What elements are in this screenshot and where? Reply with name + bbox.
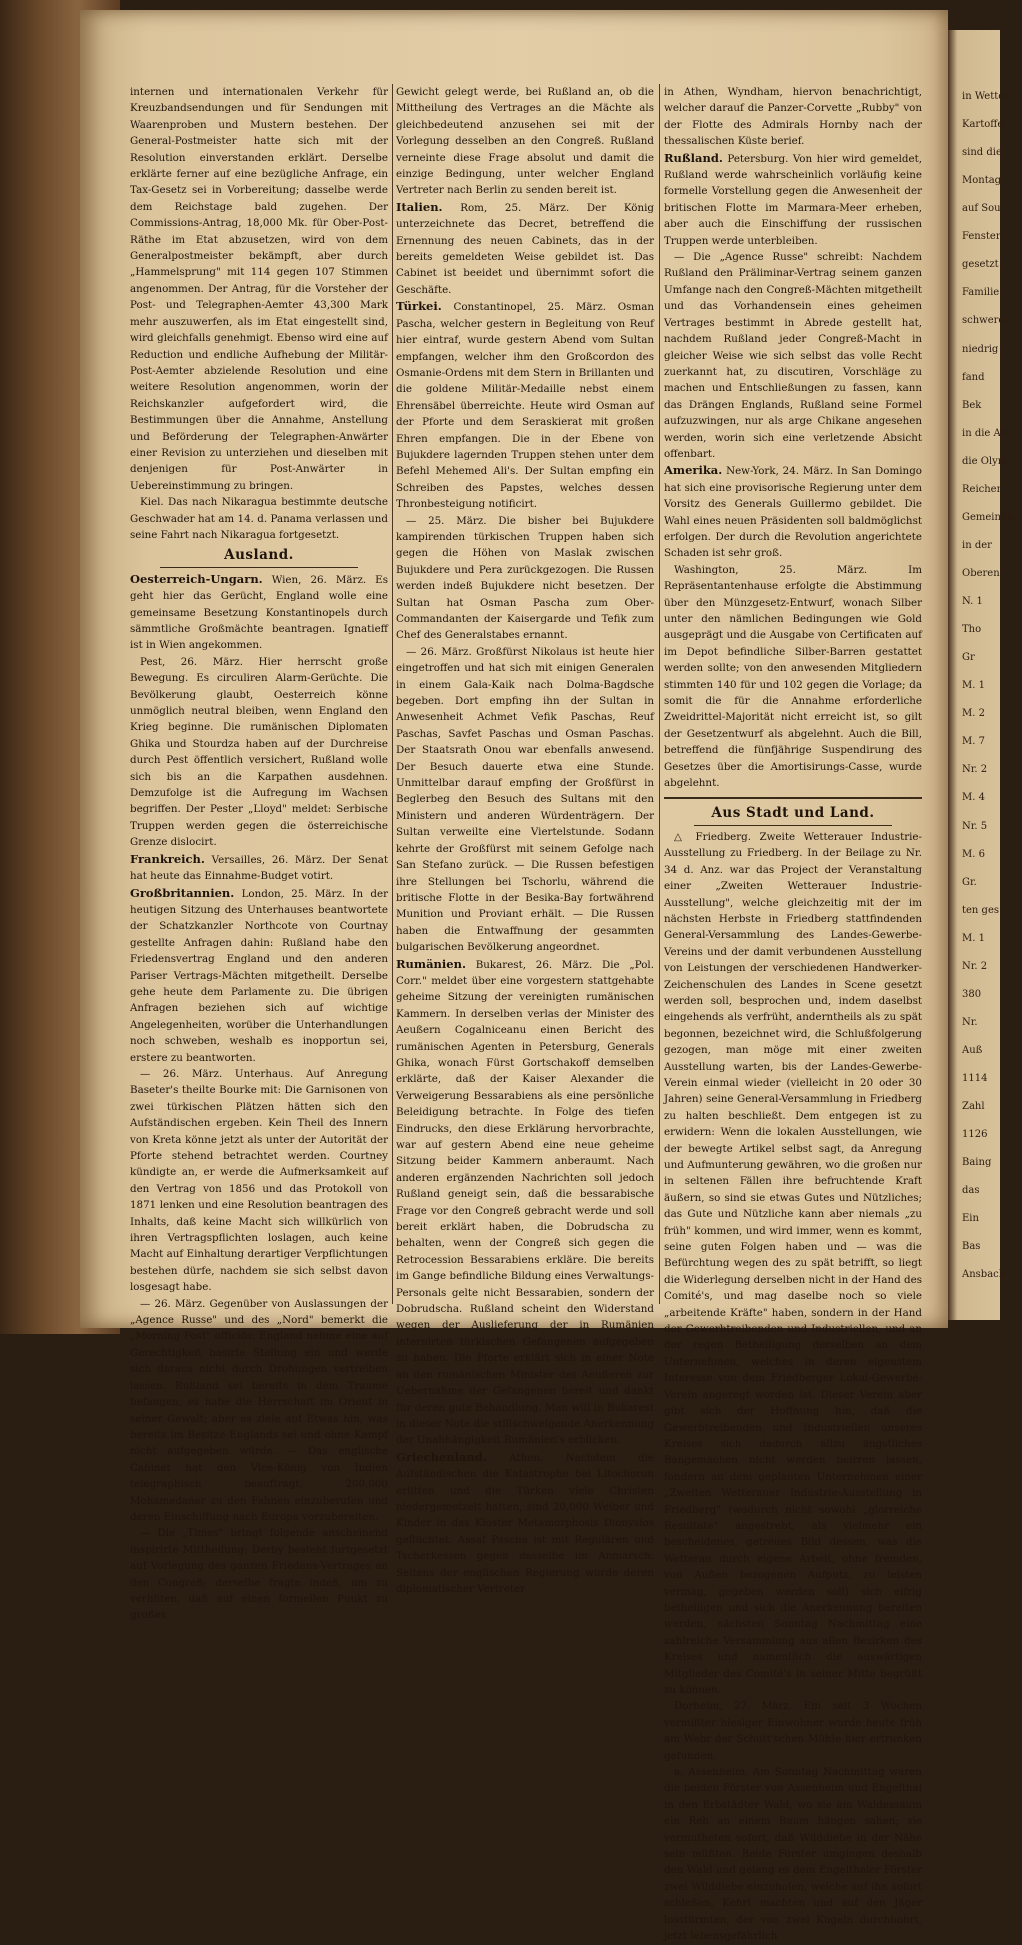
article-text: Rom, 25. März. Der König unterzeichnete das Decret, betreffend die Ernennung des neuen Cabinets, das in der bereits gemeldeten Weise gebildet ist. Das Cabinet ist beeidet und übernimmt sofort die Geschäfte. <box>396 201 654 296</box>
paragraph: internen und internationalen Verkehr für Kreuzbandsendungen und für Sendungen mit Waarenproben und Mustern bestehen. Der General-Postmeister hatte sich mit der Resolution einverstanden erklärt. Derselbe erklärte ferner auf eine bezügliche Anfrage, ein Tax-Gesetz sei in Vorbereitung; dasselbe werde dem Reichstage bald zugehen. Der Commissions-Antrag, 18,000 Mk. für Ober-Post-Räthe im Etat abzusetzen, wird von dem Generalpostmeister bekämpft, aber durch „Hammelsprung" mit 114 gegen 107 Stimmen angenommen. Der Antrag, für die Vorsteher der Post- und Telegraphen-Aemter 43,300 Mark mehr auszuwerfen, als im Etat eingestellt sind, wird gleichfalls genehmigt. Ebenso wird eine auf Reduction und endliche Aufhebung der Militär-Post-Aemter abzielende Resolution und eine weitere Resolution angenommen, worin der Reichskanzler aufgefordert wird, die Bestimmungen über die Annahme, Anstellung und Beförderung der Telegraphen-Anwärter einer Revision zu unterziehen und dieselben mit denjenigen für Post-Anwärter in Uebereinstimmung zu bringen. <box>130 86 388 492</box>
next-page-fragment: Bek <box>962 399 982 411</box>
next-page-fragment: in der <box>962 539 992 551</box>
article-heading: Oesterreich-Ungarn. <box>130 571 263 586</box>
next-page-fragment: Familie <box>962 287 1000 299</box>
next-page-fragment: sind die <box>962 147 1002 159</box>
next-page-fragment: 1114 <box>962 1073 988 1085</box>
next-page-fragment: das <box>962 1185 980 1197</box>
article <box>396 513 654 644</box>
article <box>396 84 654 199</box>
next-page-fragment: in Wetter <box>962 91 1009 102</box>
column-3 <box>664 84 922 1943</box>
article <box>130 1066 388 1296</box>
article <box>130 571 388 654</box>
next-page-fragment: in die Art <box>962 427 1010 439</box>
next-page-fragment: Ein <box>962 1213 979 1225</box>
next-page-fragment: auf Sou <box>962 203 1001 215</box>
article-text: — Die „Agence Russe" schreibt: Nachdem Rußland den Präliminar-Vertrag seinem ganzen Umfange nach den Congreß-Mächten mitgetheilt und das Vorhandensein eines geheimen Vertrages bestimmt in Abrede gestellt hat, nachdem Rußland jeder Congreß-Macht in gleicher Weise wie sich selbst das volle Recht zuerkannt hat, zu discutiren, Vorschläge zu machen und Entschließungen zu fassen, kann das Drängen Englands, Rußland seine Formel aufzuzwingen, nur als arge Chikane angesehen werden, worin sich eine verletzende Absicht offenbart. <box>664 251 922 460</box>
column-divider <box>659 84 660 1304</box>
article-text: Petersburg. Von hier wird gemeldet, Rußland werde wahrscheinlich vorläufig keine formelle Vorstellung gegen die Anwesenheit der britischen Flotte im Marmara-Meer erheben, aber auch die Einschiffung der russischen Truppen werde unterbleiben. <box>664 152 922 247</box>
column-1 <box>130 84 389 1622</box>
column-2 <box>396 84 654 1595</box>
next-page-fragment: 380 <box>962 988 982 1000</box>
next-page-fragment: Gr. <box>962 876 977 888</box>
article-text: Bukarest, 26. März. Die „Pol. Corr." meldet über eine vorgestern stattgehabte geheime Sitzung der vereinigten rumänischen Kammern. In derselben verlas der Minister des Aeußern Cogalniceanu einen Bericht des rumänischen Agenten in Petersburg, Generals Ghika, wonach Fürst Gortschakoff demselben erklärte, daß der Kaiser Alexander die Verweigerung Bessarabiens als eine persönliche Beleidigung betrachte. In Folge des tiefen Eindrucks, den diese Erklärung hervorbrachte, war auf gestern Abend eine neue geheime Sitzung beider Kammern anberaumt. Nach anderen ergänzenden Nachrichten soll jedoch Rußland geneigt sein, daß die bessarabische Frage vor den Congreß gebracht werde und soll bereit erklärt haben, die Dobrudscha zu behalten, wenn der Congreß sich gegen die Retrocession Bessarabiens erkläre. Die bereits im Gange befindliche Bildung eines Verwaltungs-Personals gelte nicht Bessarabien, sondern der Dobrudscha. Rußland scheint den Widerstand wegen der Auslieferung der in Rumänien internirten türkischen Gefangenen aufgegeben zu haben. Die Pforte erklärt sich in einer Note an den rumänischen Minister des Aeußeren zur Uebernahme der Gefangenen bereit und dankt für deren gute Behandlung. Man will in Bukarest in dieser Note die stillschweigende Anerkennung der Unabhängigkeit Rumänien's erblicken. <box>396 958 654 1447</box>
next-page-fragment: Auß <box>962 1044 983 1056</box>
article-text: Athen. Nachdem die Aufständischen die Katastrophe bei Litochoron erlitten und die Türken viele Christen niedergemetzelt hatten, sind 20,000 Weiber und Kinder in das Kloster Metamorphosis Dionysios geflüchtet. Assaf Pascha ist mit Regulären und Tscherkessen gegen dasselbe im Anmarsch. Seitens der englischen Regierung wurde deren diplomatischer Vertreter <box>396 1451 654 1595</box>
next-page-fragment: N. 1 <box>962 596 983 608</box>
article <box>396 298 654 512</box>
article-heading: Großbritannien. <box>130 885 235 900</box>
article-heading: Rußland. <box>664 150 723 165</box>
next-page-fragment: M. 1 <box>962 680 985 692</box>
section-title-ausland: Ausland. <box>224 547 294 564</box>
article-text: Dorheim, 27. März. Ein seit 3 Wochen vermißter hiesiger Einwohner wurde heute früh am Wehr der Schutt'schen Mühle hier ertrunken gefunden. <box>664 1700 922 1762</box>
next-page-fragment: M. 1 <box>962 932 985 944</box>
article <box>130 654 388 851</box>
article <box>396 956 654 1449</box>
next-page-fragment: Nr. 5 <box>962 820 988 832</box>
article <box>130 885 388 1066</box>
article <box>664 84 922 150</box>
article <box>130 1296 388 1526</box>
article <box>664 829 922 1699</box>
next-page-fragment: gesetzt <box>962 259 999 271</box>
next-page-fragment: Tho <box>962 624 982 636</box>
next-page-fragment: niedrig <box>962 343 999 355</box>
article <box>664 562 922 792</box>
next-page-fragment: M. 7 <box>962 736 985 748</box>
next-page-fragment: Fenster <box>962 231 1001 243</box>
article <box>396 644 654 956</box>
article-text: New-York, 24. März. In San Domingo hat sich eine provisorische Regierung unter dem Vorsitz des Generals Guillermo gebildet. Die Wahl eines neuen Präsidenten soll baldmöglichst erfolgen. Der durch die Revolution angerichtete Schaden ist sehr groß. <box>664 465 922 560</box>
section-title-local: Aus Stadt und Land. <box>711 805 875 822</box>
article <box>396 199 654 298</box>
next-page-fragment: M. 2 <box>962 708 985 720</box>
article-text: Gewicht gelegt werde, bei Rußland an, ob die Mittheilung des Vertrages an die Mächte als gleichbedeutend anzusehen sei mit der Vorlegung desselben an den Congreß. Rußland verneinte diese Frage absolut und damit die einzige Bedingung, unter welcher England Vertreter nach Berlin zu senden bereit ist. <box>396 86 654 197</box>
paragraph: Kiel. Das nach Nikaragua bestimmte deutsche Geschwader hat am 14. d. Panama verlassen und seine Fahrt nach Nikaragua fortgesetzt. <box>130 496 388 541</box>
article-text: — 25. März. Die bisher bei Bujukdere kampirenden türkischen Truppen haben sich gegen die Höhen von Maslak zwischen Bujukdere und Pera zurückgezogen. Die Russen werden indeß Bujukdere nicht besetzen. Der Sultan hat Osman Pascha zum Ober-Commandanten der Kaisergarde und Tefik zum Chef des Generalstabes ernannt. <box>396 514 654 642</box>
next-page-fragment: Kartoffel <box>962 119 1007 131</box>
next-page-fragment: die Olym <box>962 455 1008 467</box>
next-page-fragment: Gemeinde <box>962 511 1014 523</box>
article <box>664 1764 922 1944</box>
article-heading: Amerika. <box>664 463 723 478</box>
next-page-fragment: Baing <box>962 1157 992 1169</box>
article-text: Washington, 25. März. Im Repräsentantenhause erfolgte die Abstimmung über den Münzgesetz-Entwurf, wonach Silber unter den nämlichen Bedingungen wie Gold ausgeprägt und die Ausgabe von Certificaten auf im Depot befindliche Silber-Barren gestattet werden sollte; von den anwesenden Mitgliedern stimmten 140 für und 102 gegen die Vorlage; da somit die für die Annahme erforderliche Zweidrittel-Majorität nicht erreicht ist, so gilt der Gesetzentwurf als abgelehnt. Auch die Bill, betreffend die fünfjährige Suspendirung des Gesetzes über die Amortisirungs-Casse, wurde abgelehnt. <box>664 563 922 790</box>
column-divider <box>392 84 393 1304</box>
next-page-fragment: schwere <box>962 315 1005 327</box>
article-text: Pest, 26. März. Hier herrscht große Bewegung. Es circuliren Alarm-Gerüchte. Die Bevölkerung glaubt, Oesterreich könne unmöglich neutral bleiben, wenn England den Krieg beginne. Die rumänischen Diplomaten Ghika und Stourdza haben auf der Durchreise durch Pest öffentlich versichert, Rußland wolle sich bis an die Karpathen ausdehnen. Demzufolge ist die Aufregung im Wachsen begriffen. Der Pester „Lloyd" meldet: Serbische Truppen werden gegen die österreichische Grenze dislocirt. <box>130 655 388 849</box>
next-page-fragment: M. 4 <box>962 792 985 804</box>
article-text: — 26. März. Großfürst Nikolaus ist heute hier eingetroffen und hat sich mit einigen Generalen in einem Gala-Kaik nach Dolma-Bagdsche begeben. Dort empfing ihn der Sultan in Anwesenheit Achmet Vefik Paschas, Reuf Paschas, Savfet Paschas und Osman Paschas. Der Staatsrath Onou war ebenfalls anwesend. Der Besuch dauerte etwa eine Stunde. Unmittelbar darauf empfing der Großfürst in Beglerbeg den Besuch des Sultans mit den Ministern und anderen Würdenträgern. Der Sultan verweilte eine Viertelstunde. Sodann kehrte der Großfürst mit seinem Gefolge nach San Stefano zurück. — Die Russen befestigen ihre Stellungen bei Tschorlu, während die britische Flotte in der Besika-Bay fortwährend Munition und Proviant erhält. — Die Russen haben die Entwaffnung der gesammten bulgarischen Bevölkerung angeordnet. <box>396 645 654 954</box>
next-page-fragment: Nr. <box>962 1016 978 1028</box>
article <box>664 462 922 561</box>
next-page-fragment: ten ges <box>962 904 1000 916</box>
next-page-fragment: Ansbach <box>962 1269 1006 1281</box>
article <box>130 1525 388 1623</box>
article-heading: Rumänien. <box>396 956 466 971</box>
article-text: — Die „Times" bringt folgende anscheinend inspirirte Mittheilung: Derby besteht fortgesetzt auf Vorlegung des ganzen Friedens-Vertrages an den Congreß; derselbe fragte indeß, um zu verhüten, daß auf einen formellen Punkt zu großes <box>130 1527 388 1622</box>
section-rule <box>694 825 892 826</box>
next-page-fragment: Reichen <box>962 483 1004 495</box>
article-text: a. Assenheim. Am Sonntag Nachmittag waren die beiden Förster von Assenheim und Engelthal in den Erbstädter Wald, wo sie am Waldessaum ein Reh an einem Baum hängen sahen; sie vermutheten sofort, daß Wilddiebe in der Nähe sein müßten. Beide Förster umgingen deshalb den Wald und gelang es dem Engelthaler Förster zwei Wilddiebe einzuholen, welche auf ihn sofort schießen, Kehrt machten und auf den Jäger losstürmten, der von zwei Kugeln durchbohrt, jetzt lebensgefährlich <box>664 1766 922 1943</box>
article-heading: Türkei. <box>396 299 442 314</box>
section-rule <box>160 567 358 568</box>
next-page-fragment: Bas <box>962 1241 981 1253</box>
article-text: Constantinopel, 25. März. Osman Pascha, welcher gestern in Begleitung von Reuf hier eintraf, wurde gestern Abend vom Sultan empfangen, welcher ihm den Großcordon des Osmanie-Ordens mit dem Stern in Brillanten und die goldene Militär-Medaille nebst einem Ehrensäbel überreichte. Heute wird Osman auf der Pforte und dem Seraskierat mit großen Ehren empfangen. Die in der Ebene von Bujukdere lagernden Truppen stehen unter dem Befehl Mehemed Ali's. Der Sultan empfing ein Schreiben des Papstes, welches dessen Thronbesteigung notificirt. <box>396 301 654 511</box>
next-page-fragment: Montag <box>962 175 1002 187</box>
article-text: Versailles, 26. März. Der Senat hat heute das Einnahme-Budget votirt. <box>130 853 389 883</box>
article <box>664 1698 922 1764</box>
next-page-fragment: M. 6 <box>962 848 985 860</box>
next-page-fragment: 1126 <box>962 1129 988 1141</box>
article-text: Wien, 26. März. Es geht hier das Gerücht, England wolle eine gemeinsame Besetzung Konstantinopels durch sämmtliche Großmächte beantragen. Ignatieff ist in Wien angekommen. <box>130 573 388 652</box>
article-heading: Griechenland. <box>396 1449 487 1464</box>
next-page-fragment: Zahl <box>962 1101 985 1113</box>
article-heading: Frankreich. <box>130 851 205 866</box>
article-text: in Athen, Wyndham, hiervon benachrichtigt, welcher darauf die Panzer-Corvette „Rubby" von der Flotte des Admirals Hornby nach der thessalischen Küste berief. <box>664 86 922 148</box>
next-page-fragment: Nr. 2 <box>962 764 988 776</box>
section-rule <box>664 797 922 799</box>
next-page-fragment: fand <box>962 371 985 383</box>
article <box>664 249 922 462</box>
article-heading: Italien. <box>396 199 443 214</box>
next-page-fragment: Oberen <box>962 567 1000 579</box>
next-page-edge <box>948 30 1014 1320</box>
next-page-fragment: Gr <box>962 652 975 664</box>
article <box>130 851 388 885</box>
article-text: — 26. März. Unterhaus. Auf Anregung Baseter's theilte Bourke mit: Die Garnisonen von zwei türkischen Plätzen hätten sich den Aufständischen ergeben. Kein Theil des Innern von Kreta könne jetzt als unter der Autorität der Pforte stehend betrachtet werden. Courtney kündigte an, er werde die Aufmerksamkeit auf den Vertrag von 1856 und das Protokoll von 1871 lenken und eine Resolution beantragen des Inhalts, daß keine Macht sich willkürlich von ihren Vertragspflichten loslagen, auch keine Macht auf Einhaltung derartiger Verpflichtungen bestehen dürfe, nachdem sie sich selbst davon losgesagt habe. <box>130 1067 388 1294</box>
article-text: London, 25. März. In der heutigen Sitzung des Unterhauses beantwortete der Schatzkanzler Northcote von Courtnay gestellte Anfragen dahin: Rußland habe den Friedensvertrag England und den anderen Pariser Vertrags-Mächten mitgetheilt. Derselbe gehe heute dem Parlamente zu. Die übrigen Anfragen beziehen sich auf wichtige Angelegenheiten, worüber die Unterhandlungen noch schweben, weshalb es inopportun sei, erstere zu beantworten. <box>130 887 388 1064</box>
article <box>664 150 922 249</box>
article <box>396 1449 654 1598</box>
next-page-fragment: Nr. 2 <box>962 960 988 972</box>
article-text: — 26. März. Gegenüber von Auslassungen der „Agence Russe" und des „Nord" bemerkt die „Morning Post" officiös: England nehme eine auf Gerechtigkeit basirte Stellung ein und werde sich daraus nicht durch Drohungen vertreiben lassen. Rußland sei bereits in dem Traume befangen, es habe die Herrschaft im Orient in seiner Gewalt; aber es ziele auf Etwas hin, was bereits im Besitze Englands sei und ohne Kampf nicht aufgegeben würde. — Das englische Cabinet hat den Vice-König von Indien telegraphisch beauftragt, 200,000 Mohamedaner zu den Fahnen einzuberufen und deren Einschiffung nach Europa vorzubereiten. <box>130 1297 388 1523</box>
article-text: △ Friedberg. Zweite Wetterauer Industrie-Ausstellung zu Friedberg. In der Beilage zu Nr. 34 d. Anz. war das Project der Veranstaltung einer „Zweiten Wetterauer Industrie-Ausstellung", welche gleichzeitig mit der im nächsten Herbste in Friedberg stattfindenden General-Versammlung des Landes-Gewerbe-Vereins und der damit verbundenen Ausstellung von Leistungen der verschiedenen Handwerker-Zeichenschulen des Landes in Scene gesetzt werden soll, besprochen und, indem daselbst eingehends als verfrüht, anderntheils als zu spät begonnen, bezeichnet wird, die Schlußfolgerung gezogen, man möge mit einer zweiten Ausstellung warten, bis der Landes-Gewerbe-Verein einmal wieder (vielleicht in 20 oder 30 Jahren) seine General-Versammlung in Friedberg zu halten beschließt. Dem entgegen ist zu erwidern: Wenn die lokalen Ausstellungen, wie der bewegte Artikel selbst sagt, da Anregung und Aufmunterung gewähren, wo die großen nur in seltenen Fällen ihre befruchtende Kraft äußern, so sind sie etwas Gutes und Nützliches; das Gute und Nützliche kann aber niemals „zu früh" kommen, und wird immer, wenn es kommt, seine guten Folgen haben und — was die Befürchtung wegen des zu spät betrifft, so liegt die Widerlegung derselben nicht in der Hand des Comité's, und mag daselbe noch so viele „arbeitende Kräfte" haben, sondern in der Hand der Gewerbtreibenden und Industriellen, und an der regen Betheiligung derselben an dem Unternehmen, welches in deren eigenstem Interesse von dem Friedberger Lokal-Gewerbe-Verein angeregt worden ist. Dieser Verein aber gibt sich der Hoffnung hin, daß die Gewerbtreibenden und Industriellen unseres Kreises sich dadurch allzu ängstliches Bangemachen nicht werden beirren lassen, fondern an dem geplanten Unternehmen einer „Zweiten Wetterauer Industrie-Ausstellung in Friedberg" (wodurch nicht sowohl „glorreiche Resultate" angestrebt, als vielmehr ein bescheidenes, getreues Bild dessen, was die Wetterau durch eigene Arbeit, ohne fremden, von Außen bezogenen Aufputz, zu leisten vermag, gegeben werden soll) sich eifrig betheiligen und sich die Anerkennung bereiten werden, nächsten Sonntag Nachmittag eine zahlreiche Versammlung aus allen Bezirken des Kreises und namentlich die auswärtigen Mitglieder des Comité's in seiner Mitte begrüßt zu können. <box>664 830 922 1696</box>
